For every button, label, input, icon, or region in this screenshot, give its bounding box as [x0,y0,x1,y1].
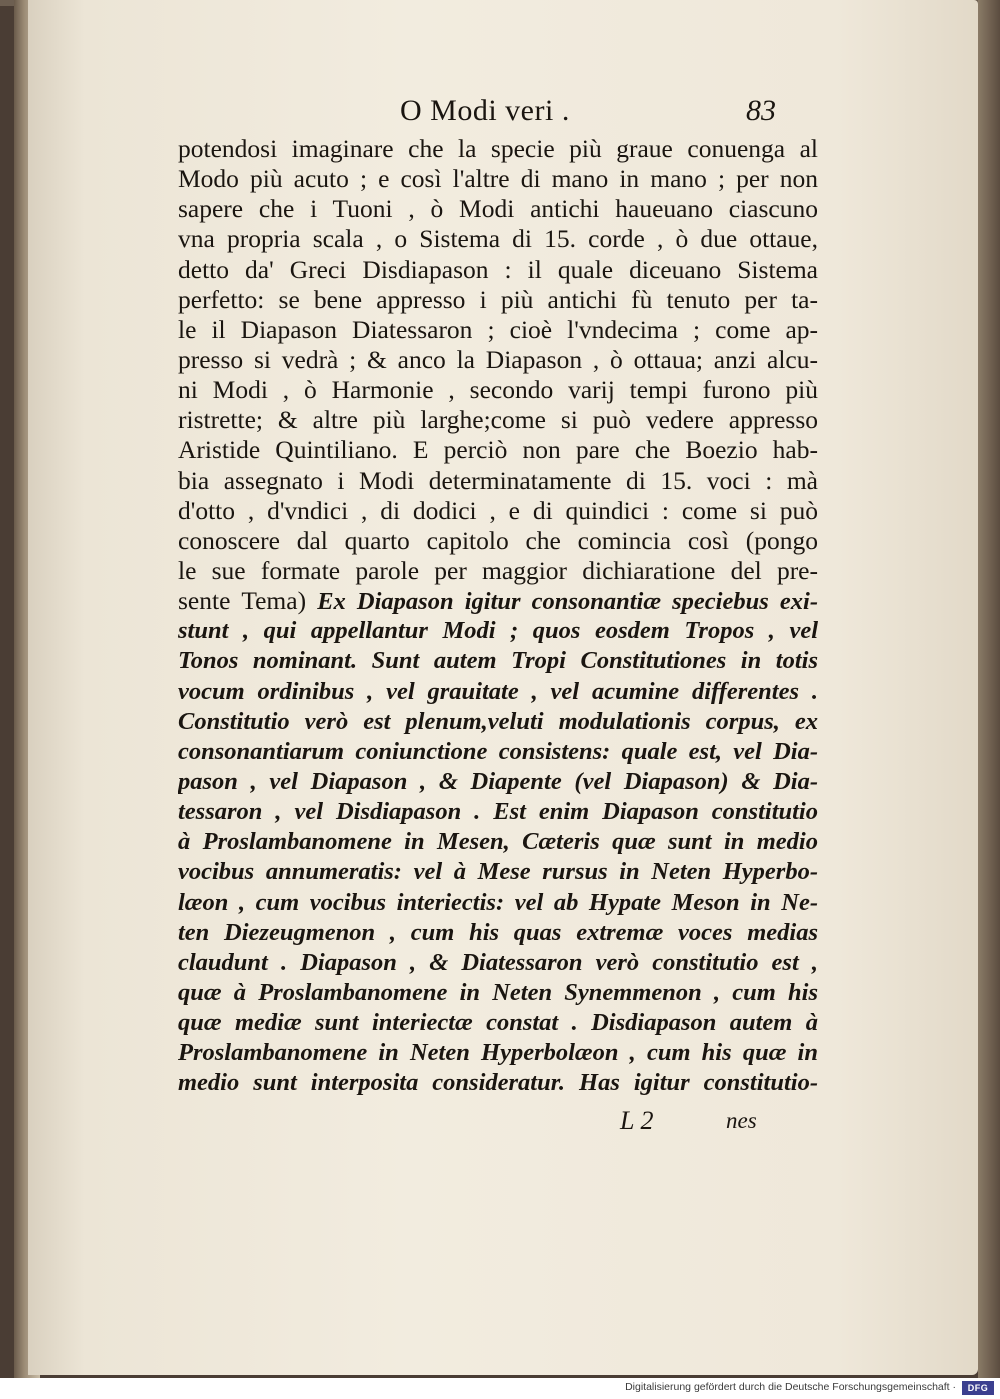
paper-page [28,0,978,1375]
text-line: detto da' Greci Disdiapason : il quale diceuano Sistema [178,254,818,284]
text-line: sapere che i Tuoni , ò Modi antichi haueuano ciascuno [178,194,818,224]
text-line: ni Modi , ò Harmonie , secondo varij tempi furono più [178,375,818,405]
quotation-line: stunt , qui appellantur Modi ; quos eosdem Tropos , vel [178,617,818,645]
text-block [178,134,818,1099]
catchword: nes [726,1108,757,1133]
text-line: Modo più acuto ; e così l'altre di mano in mano ; per non [178,164,818,194]
footer-bar [0,1378,1000,1399]
signature-mark: L 2 [620,1106,654,1135]
text-line: le sue formate parole per maggior dichiaratione del pre- [178,555,818,585]
text-line: potendosi imaginare che la specie più graue conuenga al [178,134,818,163]
quotation-line: medio sunt interposita consideratur. Has igitur constitutio- [178,1069,818,1097]
quotation-line: vocibus annumeratis: vel à Mese rursus in Neten Hyperbo- [178,858,818,886]
page-number: 83 [746,94,776,127]
quotation-line: pason , vel Diapason , & Diapente (vel Diapason) & Dia- [178,767,818,795]
quotation-line: Constitutio verò est plenum,veluti modulationis corpus, ex [178,707,818,735]
quotation-line: vocum ordinibus , vel grauitate , vel acumine differentes . [178,677,818,705]
funding-note: Digitalisierung gefördert durch die Deutsche Forschungsgemeinschaft · [625,1381,956,1393]
quotation-line: Tonos nominant. Sunt autem Tropi Constitutiones in totis [178,647,818,675]
text-line-mixed [178,586,818,616]
quotation-line: Proslambanomene in Neten Hyperbolæon , cum his quæ in [178,1039,818,1067]
text-line: perfetto: se bene appresso i più antichi fù tenuto per ta- [178,284,818,314]
text-line: d'otto , d'vndici , di dodici , e di quindici : come si può [178,495,818,525]
dfg-logo-icon: DFG [962,1381,994,1395]
roman-segment: sente Tema) [178,586,307,616]
text-line: vna propria scala , o Sistema di 15. corde , ò due ottaue, [178,224,818,254]
quotation-line: quæ mediæ sunt interiectæ constat . Disdiapason autem à [178,1009,818,1037]
quotation-line: claudunt . Diapason , & Diatessaron verò constitutio est , [178,948,818,976]
text-line: ristrette; & altre più larghe;come si può vedere appresso [178,405,818,435]
quotation-line: à Proslambanomene in Mesen, Cæteris quæ sunt in medio [178,828,818,856]
text-line: presso si vedrà ; & anco la Diapason , ò ottaua; anzi alcu- [178,344,818,374]
text-line: conoscere dal quarto capitolo che comincia così (pongo [178,525,818,555]
text-line: Aristide Quintiliano. E perciò non pare che Boezio hab- [178,435,818,465]
right-book-edge [978,0,1000,1378]
running-head: O Modi veri . [400,94,570,127]
quotation-line: quæ à Proslambanomene in Neten Synemmenon , cum his [178,978,818,1006]
quotation-line: ten Diezeugmenon , cum his quas extremæ voces medias [178,918,818,946]
quotation-line: læon , cum vocibus interiectis: vel ab Hypate Meson in Ne- [178,888,818,916]
quotation-line: tessaron , vel Disdiapason . Est enim Diapason constitutio [178,798,818,826]
text-line: le il Diapason Diatessaron ; cioè l'vndecima ; come ap- [178,314,818,344]
quotation-start: Ex Diapason igitur consonantiæ speciebus exi- [306,588,818,616]
text-line: bia assegnato i Modi determinatamente di 15. voci : mà [178,465,818,495]
quotation-line: consonantiarum coniunctione consistens: quale est, vel Dia- [178,737,818,765]
